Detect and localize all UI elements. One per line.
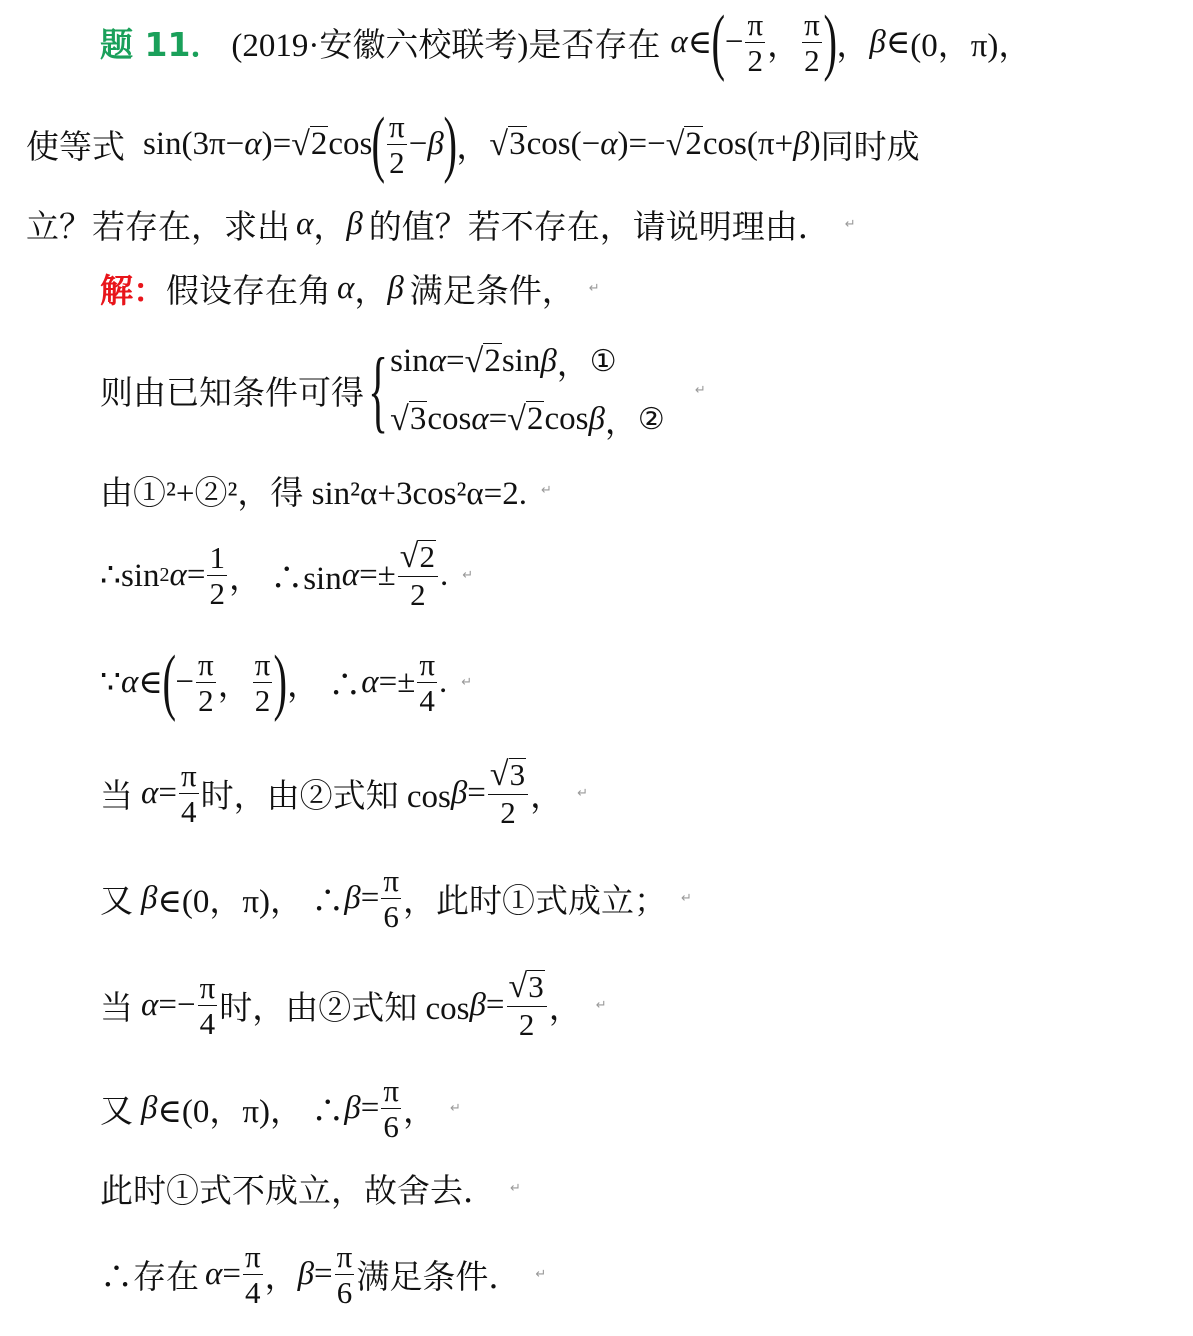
paragraph-mark-icon: ↵ — [844, 216, 856, 232]
right-paren: ) — [809, 125, 821, 162]
alpha-symbol: α — [296, 205, 314, 242]
fraction: √ 2 2 — [398, 540, 438, 610]
paragraph-mark-icon: ↵ — [577, 785, 588, 801]
comma: ， — [836, 27, 870, 64]
left-paren: ( — [371, 103, 386, 185]
comma: ， — [767, 27, 801, 64]
solution-line-5: ∵ α ∈ ( − $\frac{\pi}{2}$ ， $\frac{\pi}{2}$ ) ， ∴ α =± $\frac{\pi}{4}$ . ↵ — [100, 641, 473, 723]
alpha-symbol: α — [244, 125, 262, 162]
circled-2: ② — [637, 401, 665, 437]
comma: ， — [456, 129, 490, 166]
text: 满足条件， — [409, 273, 575, 310]
paragraph-mark-icon: ↵ — [449, 1100, 461, 1116]
paragraph-mark-icon: ↵ — [541, 482, 552, 498]
element-of-symbol: ∈ — [687, 25, 713, 61]
comma: ， — [313, 209, 347, 246]
text: 的值？若不存在，请说明理由． — [368, 209, 831, 246]
problem-text: 是否存在 — [528, 27, 661, 64]
problem-source: (2019·安徽六校联考) — [231, 27, 529, 64]
problem-line-1 — [100, 2, 1031, 82]
problem-line-2 — [26, 102, 920, 186]
minus-sign: − — [724, 23, 744, 60]
solution-line-1 — [100, 264, 600, 312]
text: 同时成 — [820, 129, 920, 166]
solution-line-4: ∴sin 2 α = $\frac{1}{2}$ ， ∴sin α =± √ 2 2 . ↵ — [100, 538, 474, 612]
text: 立？若存在，求出 — [26, 209, 290, 246]
solution-line-10: 此时①式不成立，故舍去． ↵ — [100, 1173, 521, 1210]
solution-line-3 — [100, 466, 552, 514]
fraction: $\frac{\pi}{2}$ — [389, 108, 405, 180]
equation-system — [390, 332, 665, 448]
text: 则由已知条件可得 — [100, 375, 364, 412]
paragraph-mark-icon: ↵ — [535, 1266, 547, 1282]
equation-2-right: cos(π+ — [702, 125, 794, 162]
paragraph-mark-icon: ↵ — [588, 280, 600, 296]
beta-symbol: β — [793, 125, 810, 162]
fraction: $\frac{\pi}{2}$ — [804, 6, 820, 78]
sqrt: √ 3 — [489, 125, 526, 163]
beta-symbol: β — [346, 205, 363, 242]
solution-label: 解： — [100, 270, 166, 310]
equation-2-left: cos(− — [526, 125, 601, 162]
solution-line-7: 又 β ∈(0，π)， ∴ β = $\frac{\pi}{6}$ ，此时①式成立； ↵ — [100, 862, 692, 934]
right-paren: ) — [823, 1, 837, 83]
beta-interval: (0，π)， — [910, 27, 1032, 64]
equals: )= — [261, 125, 292, 162]
system-eq-1: sin α = √ 2 sin β ， ① — [390, 342, 617, 383]
paragraph-mark-icon: ↵ — [462, 567, 474, 583]
text: 使等式 — [26, 129, 125, 166]
paragraph-mark-icon: ↵ — [680, 890, 692, 906]
paragraph-mark-icon: ↵ — [510, 1180, 521, 1196]
system-eq-2: √ 3 cos α = √ 2 cos β ， ② — [390, 400, 665, 441]
paragraph-mark-icon: ↵ — [595, 997, 607, 1013]
element-of-symbol: ∈ — [885, 25, 911, 61]
minus-sign: − — [408, 125, 428, 162]
equals: )=− — [617, 125, 666, 162]
sqrt: √ 2 — [291, 125, 328, 163]
cos: cos — [328, 125, 373, 162]
beta-symbol: β — [427, 125, 444, 162]
problem-line-3 — [26, 200, 856, 248]
left-brace: { — [368, 339, 389, 441]
right-paren: ) — [443, 103, 457, 185]
text: 由①²+②²，得 sin²α+3cos²α=2. — [100, 475, 527, 512]
problem-label: 题 11． — [100, 24, 224, 64]
alpha-symbol: α — [600, 125, 618, 162]
alpha-symbol: α — [337, 269, 355, 306]
fraction: $\frac{\pi}{2}$ — [747, 6, 764, 78]
sqrt: √ 2 — [665, 125, 702, 163]
paragraph-mark-icon: ↵ — [461, 674, 473, 690]
comma: ， — [354, 273, 388, 310]
solution-system — [100, 330, 706, 450]
left-paren: ( — [711, 1, 726, 83]
solution-line-11: ∴存在 α = $\frac{\pi}{4}$ ， β = $\frac{\pi}{6}$ 满足条件． ↵ — [100, 1238, 547, 1310]
circled-1: ① — [589, 343, 617, 379]
solution-line-8: 当 α =− $\frac{\pi}{4}$ 时，由②式知 cos β = √ 3 2 ， ↵ — [100, 968, 607, 1042]
solution-line-9: 又 β ∈(0，π)， ∴ β = $\frac{\pi}{6}$ ， ↵ — [100, 1072, 461, 1144]
alpha-symbol: α — [670, 23, 688, 60]
beta-symbol: β — [869, 23, 886, 60]
paragraph-mark-icon: ↵ — [694, 382, 706, 398]
beta-symbol: β — [387, 269, 404, 306]
equation-1-left: sin(3π− — [143, 125, 245, 162]
text: 假设存在角 — [166, 273, 331, 310]
fraction: $\frac{1}{2}$ — [209, 539, 225, 611]
solution-line-6: 当 α = $\frac{\pi}{4}$ 时，由②式知 cos β = √ 3 2 ， ↵ — [100, 756, 588, 830]
